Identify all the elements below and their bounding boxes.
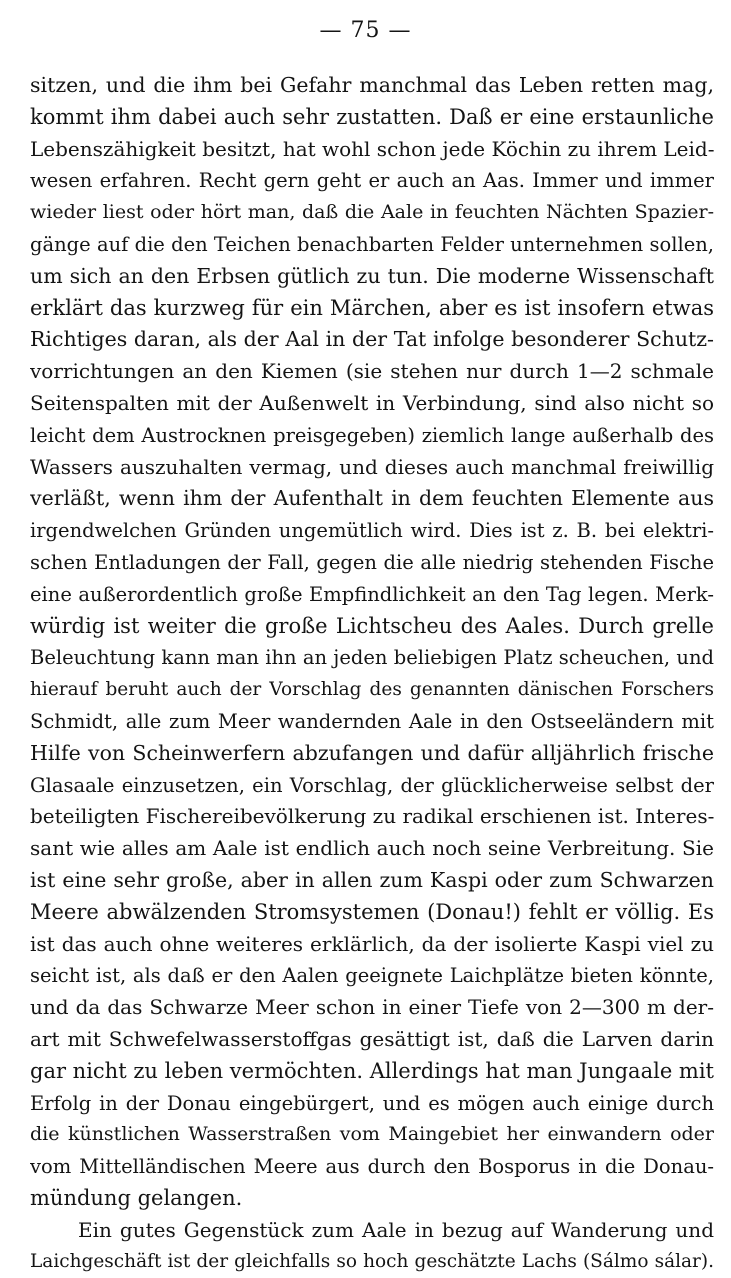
text-line: sant wie alles am Aale ist endlich auch noch seine Verbreitung. Sie: [30, 836, 714, 861]
body-text: [30, 70, 714, 1278]
text-line: irgendwelchen Gründen ungemütlich wird. Dies ist z. B. bei elektri-: [30, 519, 714, 543]
text-line: um sich an den Erbsen gütlich zu tun. Die moderne Wissenschaft: [30, 263, 714, 288]
text-line: schen Entladungen der Fall, gegen die alle niedrig stehenden Fische: [30, 550, 714, 574]
page-number: — 75 —: [319, 18, 412, 43]
text-line: würdig ist weiter die große Lichtscheu des Aales. Durch grelle: [30, 613, 714, 638]
text-line: die künstlichen Wasserstraßen vom Maingebiet her einwandern oder: [30, 1123, 714, 1146]
text-line: beteiligten Fischereibevölkerung zu radikal erschienen ist. Interes-: [30, 804, 714, 829]
text-line: Meere abwälzenden Stromsystemen (Donau!) fehlt er völlig. Es: [30, 899, 714, 924]
text-line: Seitenspalten mit der Außenwelt in Verbindung, sind also nicht so: [30, 390, 714, 415]
text-line: mündung gelangen.: [30, 1185, 243, 1210]
text-line: erklärt das kurzweg für ein Märchen, aber es ist insofern etwas: [30, 295, 714, 320]
text-line: kommt ihm dabei auch sehr zustatten. Daß er eine erstaunliche: [30, 104, 714, 129]
text-line: Schmidt, alle zum Meer wandernden Aale in den Ostseeländern mit: [30, 709, 714, 733]
text-line: wesen erfahren. Recht gern geht er auch an Aas. Immer und immer: [30, 169, 714, 193]
text-line: Glasaale einzusetzen, ein Vorschlag, der glücklicherweise selbst der: [30, 773, 714, 797]
text-line: Erfolg in der Donau eingebürgert, und es mögen auch einige durch: [30, 1091, 714, 1115]
text-line: hierauf beruht auch der Vorschlag des genannten dänischen Forschers: [30, 679, 714, 701]
text-line: gänge auf die den Teichen benachbarten Felder unternehmen sollen,: [30, 232, 714, 256]
text-line: leicht dem Austrocknen preisgegeben) ziemlich lange außerhalb des: [30, 423, 714, 447]
text-line: sitzen, und die ihm bei Gefahr manchmal das Leben retten mag,: [30, 73, 714, 97]
text-line: art mit Schwefelwasserstoffgas gesättigt ist, daß die Larven darin: [30, 1026, 714, 1051]
text-line: vom Mittelländischen Meere aus durch den Bosporus in die Donau-: [30, 1155, 714, 1179]
text-line: Lebenszähigkeit besitzt, hat wohl schon jede Köchin zu ihrem Leid-: [30, 136, 714, 161]
text-line: Wassers auszuhalten vermag, und dieses auch manchmal freiwillig: [30, 454, 714, 479]
text-line: Laichgeschäft ist der gleichfalls so hoch geschätzte Lachs (Sálmo sálar).: [30, 1251, 714, 1273]
text-line: wieder liest oder hört man, daß die Aale in feuchten Nächten Spazier-: [30, 201, 714, 224]
text-line: vorrichtungen an den Kiemen (sie stehen nur durch 1—2 schmale: [30, 359, 714, 384]
text-line: eine außerordentlich große Empfindlichkeit an den Tag legen. Merk-: [30, 582, 714, 606]
text-line: ist das auch ohne weiteres erklärlich, da der isolierte Kaspi viel zu: [30, 931, 714, 956]
text-line: gar nicht zu leben vermöchten. Allerdings hat man Jungaale mit: [30, 1058, 714, 1083]
text-line: seicht ist, als daß er den Aalen geeignete Laichplätze bieten könnte,: [30, 964, 714, 988]
text-line: Beleuchtung kann man ihn an jeden beliebigen Platz scheuchen, und: [30, 646, 714, 670]
text-line: und da das Schwarze Meer schon in einer Tiefe von 2—300 m der-: [30, 995, 714, 1020]
text-line: ist eine sehr große, aber in allen zum Kaspi oder zum Schwarzen: [30, 867, 714, 892]
text-line: Hilfe von Scheinwerfern abzufangen und dafür alljährlich frische: [30, 740, 714, 765]
text-line: verläßt, wenn ihm der Aufenthalt in dem feuchten Elemente aus: [30, 486, 714, 511]
text-line: Ein gutes Gegenstück zum Aale in bezug auf Wanderung und: [78, 1217, 714, 1242]
text-line: Richtiges daran, als der Aal in der Tat infolge besonderer Schutz-: [30, 327, 714, 352]
